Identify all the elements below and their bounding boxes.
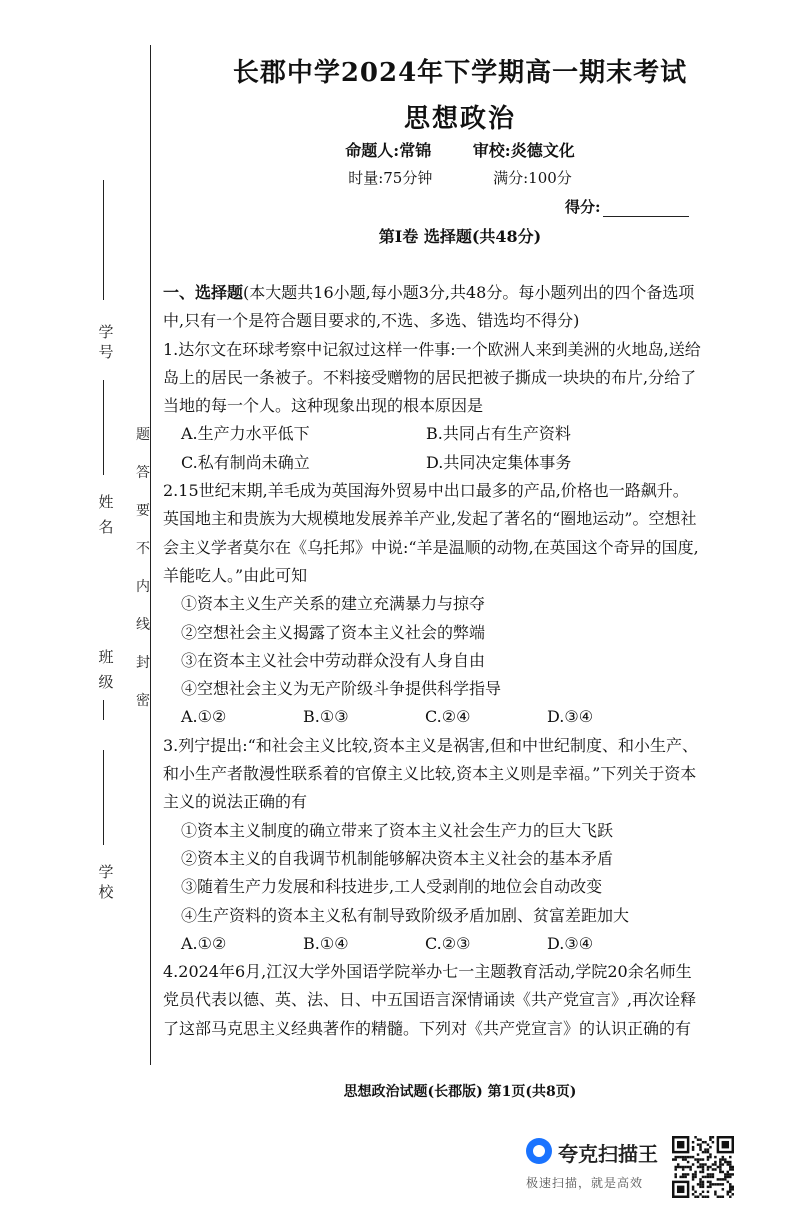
options-row <box>163 420 703 448</box>
score-field <box>565 196 689 217</box>
answer-option: B.①④ <box>303 933 349 953</box>
question-statement: ③随着生产力发展和科技进步,工人受剥削的地位会自动改变 <box>181 877 603 897</box>
exam-title: 长郡中学2024年下学期高一期末考试 <box>232 58 688 88</box>
binding-field-blank <box>103 180 104 300</box>
question-stem: 1.达尔文在环球考察中记叙过这样一件事:一个欧洲人来到美洲的火地岛,送给岛上的居民一条被子。不料接受赠物的居民把被子撕成一块块的布片,分给了当地的每一个人。这种现象出现的根本原因是 <box>163 339 701 416</box>
question-statement: ②空想社会主义揭露了资本主义社会的弊端 <box>181 622 486 642</box>
question-stem: 3.列宁提出:“和社会主义比较,资本主义是祸害,但和中世纪制度、和小生产、和小生产者散漫性联系着的官僚主义比较,资本主义则是幸福。”下列关于资本主义的说法正确的有 <box>163 735 699 812</box>
answer-option: A.生产力水平低下 <box>181 424 310 444</box>
question-statement: ③在资本主义社会中劳动群众没有人身自由 <box>181 650 486 670</box>
score-label: 得分: <box>565 198 601 216</box>
scanner-brand: 夸克扫描王 <box>558 1142 658 1166</box>
seal-char: 内 <box>136 579 150 595</box>
binding-field-blank <box>103 700 104 720</box>
answer-option: C.私有制尚未确立 <box>181 452 310 472</box>
question-statement: ④生产资料的资本主义私有制导致阶级矛盾加剧、贫富差距加大 <box>181 905 630 925</box>
binding-field-char: 姓 <box>98 493 114 511</box>
question-statement: ④空想社会主义为无产阶级斗争提供科学指导 <box>181 679 502 699</box>
scanner-slogan: 极速扫描，就是高效 <box>526 1176 644 1190</box>
question-stem: 2.15世纪末期,羊毛成为英国海外贸易中出口最多的产品,价格也一路飙升。英国地主和贵族为大规模地发展养羊产业,发起了著名的“圈地运动”。空想社会主义学者莫尔在《乌托邦》中说:“羊是温顺的动物,在英国这个奇异的国度,羊能吃人。”由此可知 <box>163 481 699 585</box>
full-score: 满分:100分 <box>493 169 572 187</box>
seal-char: 密 <box>136 693 150 709</box>
timing-line <box>160 167 760 188</box>
answer-option: A.①② <box>181 933 227 953</box>
answer-option: C.②③ <box>425 933 471 953</box>
question-statement: ①资本主义生产关系的建立充满暴力与掠夺 <box>181 594 486 614</box>
binding-field-blank <box>103 750 104 845</box>
binding-field-char: 学 <box>98 323 114 341</box>
question-stem: 4.2024年6月,江汉大学外国语学院举办七一主题教育活动,学院20余名师生党员代表以德、英、法、日、中五国语言深情诵读《共产党宣言》,再次诠释了这部马克思主义经典著作的精髓。下列对《共产党宣言》的认识正确的有 <box>163 962 697 1038</box>
answer-option: D.③④ <box>547 707 594 727</box>
answer-option: D.共同决定集体事务 <box>426 452 572 472</box>
binding-field-blank <box>103 380 104 475</box>
seal-char: 答 <box>136 465 150 481</box>
reviewer: 审校:炎德文化 <box>472 141 575 160</box>
setter: 命题人:常锦 <box>345 141 432 160</box>
options-row <box>163 930 703 958</box>
instructions-text: (本大题共16小题,每小题3分,共48分。每小题列出的四个备选项中,只有一个是符合题目要求的,不选、多选、错选均不得分) <box>163 283 695 331</box>
instructions <box>163 279 703 336</box>
binding-field-char: 学 <box>98 863 114 881</box>
seal-char: 不 <box>136 541 150 557</box>
score-blank <box>603 202 689 217</box>
answer-option: D.③④ <box>547 933 594 953</box>
binding-field-char: 名 <box>98 518 114 536</box>
duration: 时量:75分钟 <box>348 169 433 187</box>
seal-char: 要 <box>136 503 150 519</box>
answer-option: A.①② <box>181 707 227 727</box>
qr-code-icon <box>672 1136 734 1198</box>
answer-option: B.共同占有生产资料 <box>426 424 571 444</box>
question-list <box>163 279 703 1043</box>
scanner-badge <box>522 1130 670 1194</box>
binding-field-char: 号 <box>98 343 114 361</box>
answer-option: B.①③ <box>303 707 349 727</box>
binding-field-char: 级 <box>98 673 114 691</box>
answer-option: C.②④ <box>425 707 471 727</box>
seal-char: 封 <box>136 655 150 671</box>
section-title: 第Ⅰ卷 选择题(共48分) <box>378 227 542 246</box>
question-statement: ①资本主义制度的确立带来了资本主义社会生产力的巨大飞跃 <box>181 820 614 840</box>
binding-field-char: 校 <box>98 883 114 901</box>
options-row <box>163 449 703 477</box>
authors-line <box>160 138 760 161</box>
seal-char: 题 <box>136 427 150 443</box>
question-statement: ②资本主义的自我调节机制能够解决资本主义社会的基本矛盾 <box>181 848 614 868</box>
subject-title: 思想政治 <box>403 104 516 134</box>
instructions-lead: 一、选择题 <box>163 283 244 302</box>
binding-field-char: 班 <box>98 648 114 666</box>
page-footer: 思想政治试题(长郡版) 第1页(共8页) <box>343 1084 577 1100</box>
options-row <box>163 703 703 731</box>
seal-char: 线 <box>136 617 150 633</box>
quark-logo-icon <box>526 1138 552 1164</box>
